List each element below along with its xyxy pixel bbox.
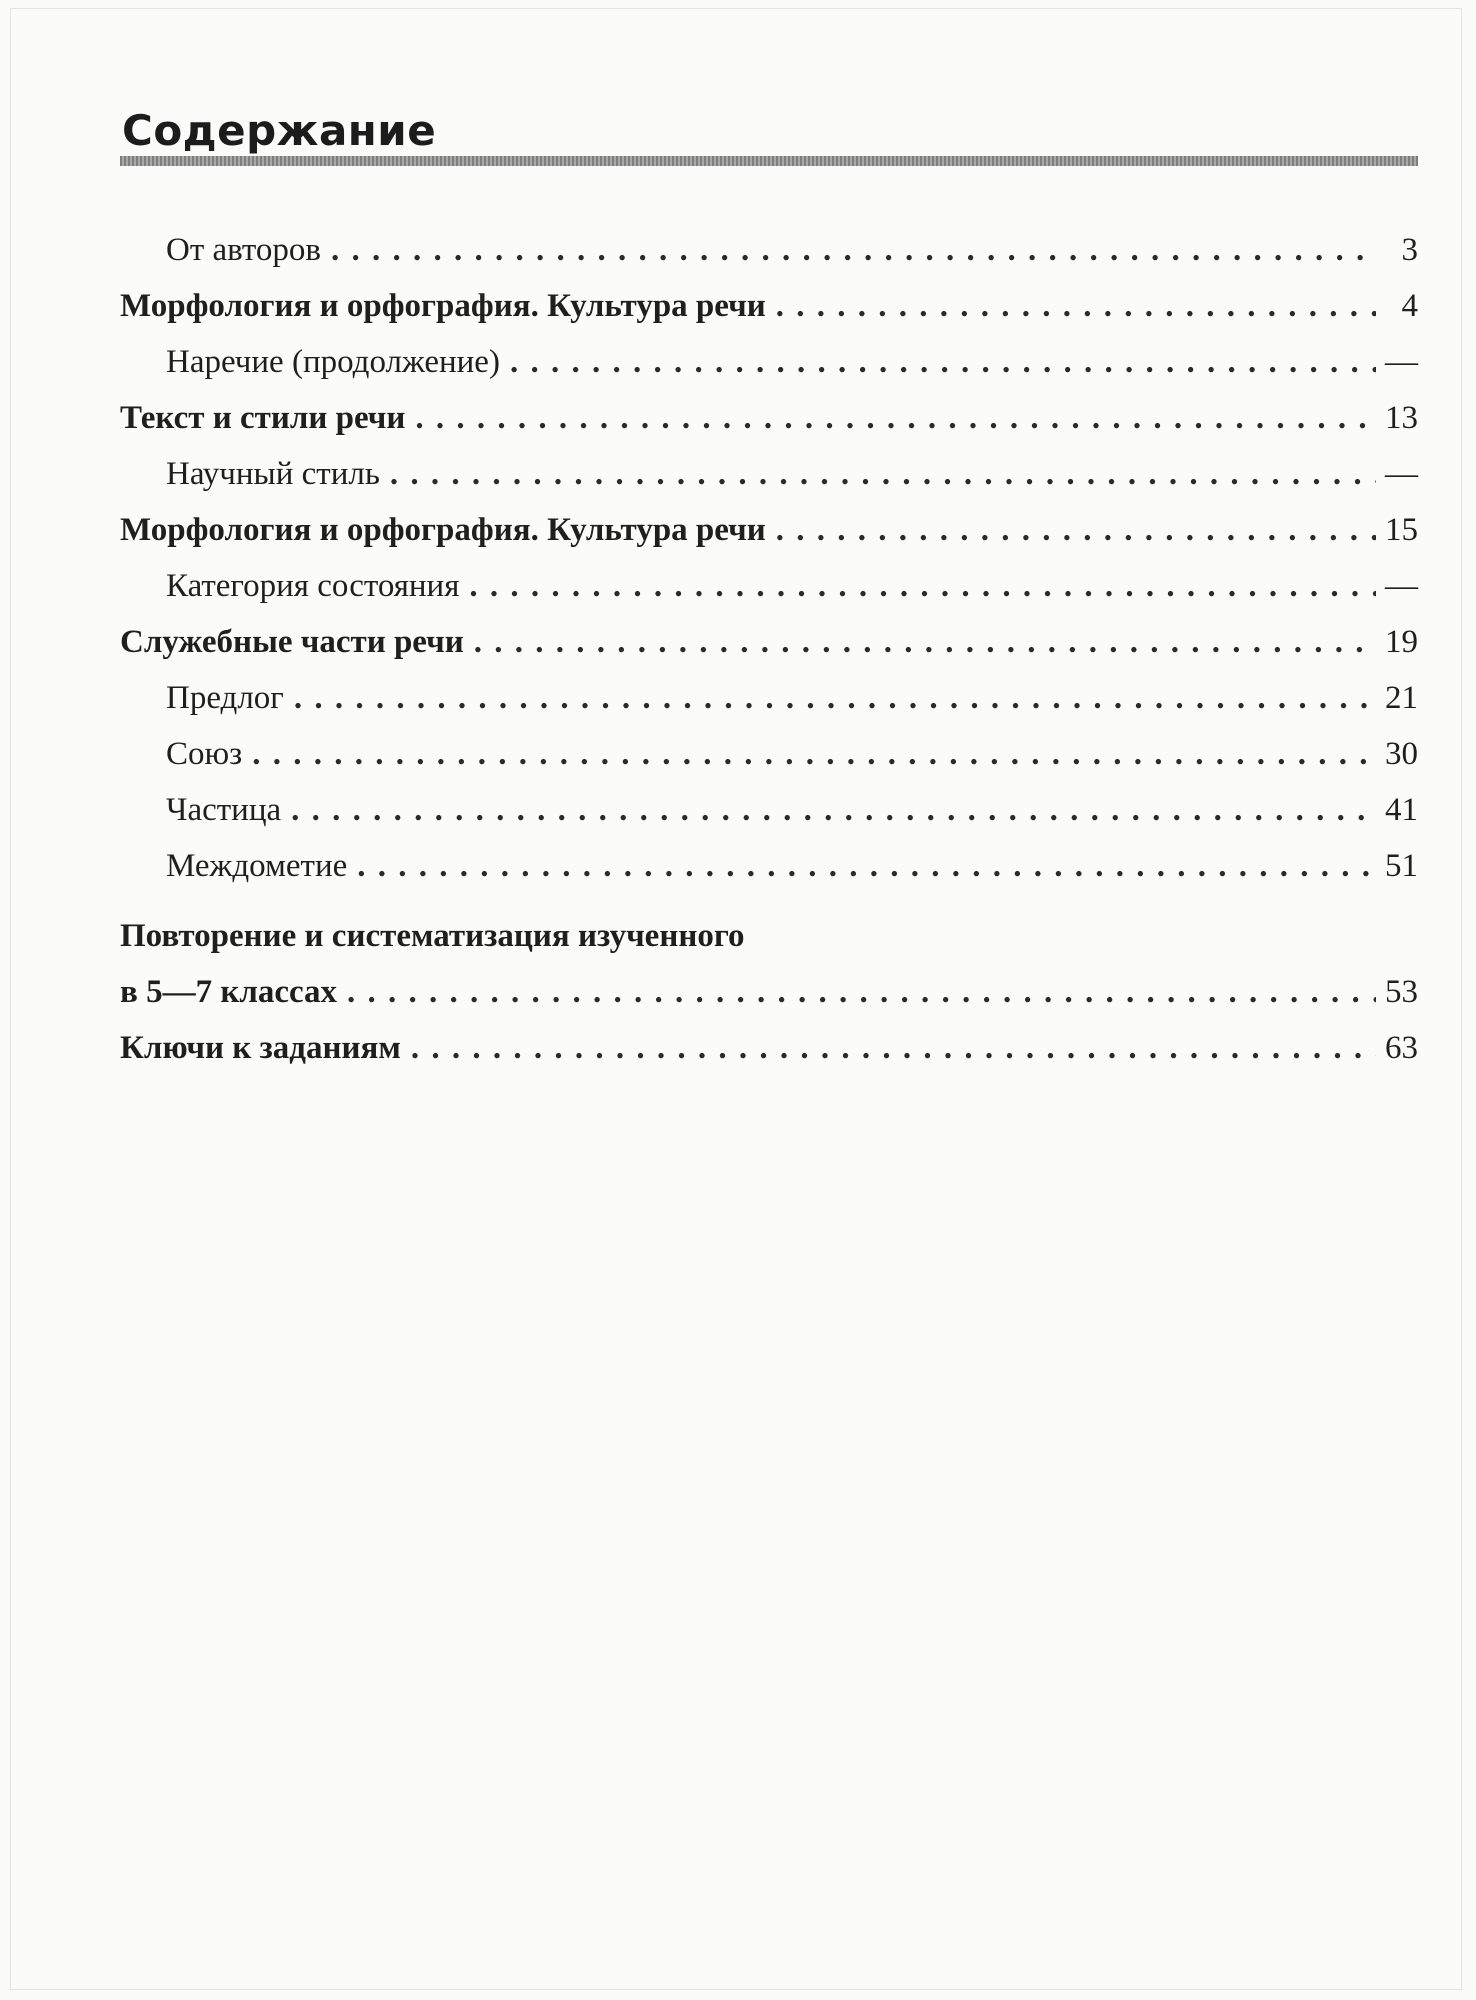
toc-entry-page: — bbox=[1385, 344, 1418, 380]
toc-leader-dots bbox=[474, 614, 1376, 670]
toc-leader-dots bbox=[411, 1020, 1376, 1076]
toc-entry-adverb[interactable] bbox=[120, 334, 1418, 390]
toc-leader-dots bbox=[390, 446, 1376, 502]
toc-entry-label: Междометие bbox=[166, 848, 348, 884]
toc-entry-label: Морфология и орфография. Культура речи bbox=[120, 288, 766, 324]
page-header bbox=[120, 92, 1420, 164]
toc-entry-page: 53 bbox=[1385, 974, 1418, 1010]
toc-entry-label: Наречие (продолжение) bbox=[166, 344, 500, 380]
toc-entry-interjection[interactable] bbox=[120, 838, 1418, 894]
table-of-contents bbox=[120, 222, 1418, 1076]
toc-entry-label-line2: в 5—7 классах bbox=[120, 974, 338, 1010]
toc-leader-dots bbox=[347, 964, 1376, 1020]
toc-entry-page: 63 bbox=[1385, 1030, 1418, 1066]
toc-entry-label: Служебные части речи bbox=[120, 624, 464, 660]
toc-leader-dots bbox=[776, 278, 1376, 334]
toc-entry-label: Категория состояния bbox=[166, 568, 460, 604]
toc-entry-answer-keys[interactable] bbox=[120, 1020, 1418, 1076]
toc-entry-label: Текст и стили речи bbox=[120, 400, 406, 436]
header-rule bbox=[120, 156, 1418, 166]
toc-entry-from-authors[interactable] bbox=[120, 222, 1418, 278]
toc-entry-function-words[interactable] bbox=[120, 614, 1418, 670]
toc-entry-line2 bbox=[120, 964, 1418, 1020]
toc-entry-label: Морфология и орфография. Культура речи bbox=[120, 512, 766, 548]
toc-entry-label: Союз bbox=[166, 736, 243, 772]
toc-entry-label: Ключи к заданиям bbox=[120, 1030, 401, 1066]
toc-entry-conjunction[interactable] bbox=[120, 726, 1418, 782]
toc-entry-label-line1: Повторение и систематизация изученного bbox=[120, 918, 745, 954]
toc-entry-page: 30 bbox=[1385, 736, 1418, 772]
toc-entry-label: Предлог bbox=[166, 680, 284, 716]
toc-entry-page: 41 bbox=[1385, 792, 1418, 828]
toc-leader-dots bbox=[510, 334, 1376, 390]
toc-entry-label: Научный стиль bbox=[166, 456, 380, 492]
toc-leader-dots bbox=[291, 782, 1376, 838]
toc-entry-text-styles[interactable] bbox=[120, 390, 1418, 446]
toc-entry-review[interactable] bbox=[120, 908, 1418, 1020]
toc-entry-page: 4 bbox=[1401, 288, 1418, 324]
toc-leader-dots bbox=[252, 726, 1376, 782]
toc-entry-preposition[interactable] bbox=[120, 670, 1418, 726]
toc-entry-page: 51 bbox=[1385, 848, 1418, 884]
toc-leader-dots bbox=[415, 390, 1376, 446]
toc-entry-page: — bbox=[1385, 456, 1418, 492]
toc-entry-page: 3 bbox=[1401, 232, 1418, 268]
toc-entry-morphology-2[interactable] bbox=[120, 502, 1418, 558]
toc-leader-dots bbox=[357, 838, 1376, 894]
toc-entry-morphology-1[interactable] bbox=[120, 278, 1418, 334]
toc-entry-label: Частица bbox=[166, 792, 282, 828]
toc-entry-scientific-style[interactable] bbox=[120, 446, 1418, 502]
toc-entry-page: — bbox=[1385, 568, 1418, 604]
toc-entry-page: 15 bbox=[1385, 512, 1418, 548]
toc-leader-dots bbox=[294, 670, 1376, 726]
toc-entry-particle[interactable] bbox=[120, 782, 1418, 838]
toc-entry-label: От авторов bbox=[166, 232, 321, 268]
toc-entry-page: 19 bbox=[1385, 624, 1418, 660]
page-title: Содержание bbox=[122, 106, 437, 155]
toc-leader-dots bbox=[469, 558, 1376, 614]
toc-entry-state-category[interactable] bbox=[120, 558, 1418, 614]
toc-leader-dots bbox=[331, 222, 1376, 278]
toc-entry-page: 13 bbox=[1385, 400, 1418, 436]
toc-leader-dots bbox=[776, 502, 1376, 558]
toc-entry-page: 21 bbox=[1385, 680, 1418, 716]
